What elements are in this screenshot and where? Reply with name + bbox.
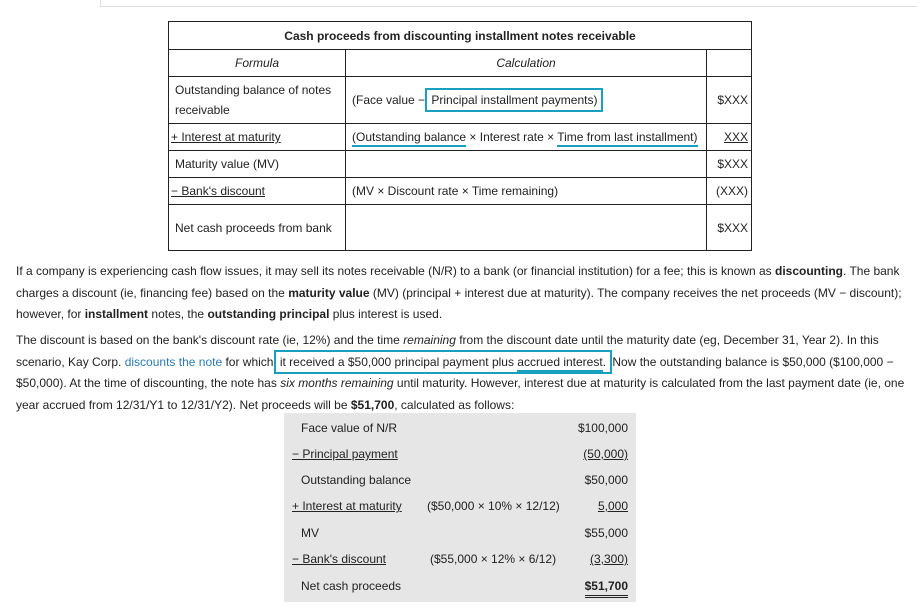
formula-cell: Net cash proceeds from bank — [169, 205, 346, 251]
text: . The bank charges a discount (ie, financing fee) based on the — [16, 264, 900, 300]
divider — [100, 6, 917, 7]
table-row — [169, 124, 752, 151]
table-row — [169, 205, 752, 251]
paragraph-scenario — [16, 330, 906, 416]
italic-term: remaining — [403, 333, 456, 347]
text: notes, the — [148, 307, 208, 321]
calc-label: Net cash proceeds — [301, 579, 402, 593]
text: , calculated as follows: — [394, 397, 515, 412]
text: (MV) (principal + interest due at maturity). The company receives the net proceeds (MV − discount); however, for — [16, 285, 902, 321]
calc-detail: ($55,000 × 12% × 6/12) — [430, 552, 557, 566]
calc-label: MV — [301, 526, 319, 540]
italic-term: six months remaining — [280, 376, 394, 390]
table-row — [169, 77, 752, 124]
header-formula: Formula — [169, 50, 346, 77]
amount-cell: (XXX) — [707, 178, 752, 205]
bold-term: discounting — [775, 264, 843, 278]
calc-row — [284, 546, 636, 572]
text: If a company is experiencing cash flow issues, it may sell its notes receivable (N/R) to a bank (or financial institution) for a fee; this is known as — [16, 264, 775, 278]
calculation-cell — [346, 77, 707, 124]
table-row — [169, 178, 752, 205]
header-calculation: Calculation — [346, 50, 707, 77]
text: . — [602, 354, 607, 369]
paragraph-discounting — [16, 261, 906, 326]
text: for which — [222, 354, 277, 369]
formula-cell: + Interest at maturity — [171, 130, 281, 144]
bold-term: maturity value — [288, 285, 370, 300]
calc-value: $50,000 — [584, 473, 628, 487]
highlight-box: Principal installment payments) — [428, 91, 600, 109]
calc-label: Face value of N/R — [301, 421, 398, 435]
calc-label: Outstanding balance — [301, 473, 412, 487]
highlight-underline: Time from last installment) — [557, 130, 697, 147]
calc-total-value: $51,700 — [585, 577, 628, 598]
calc-label: + Interest at maturity — [292, 499, 402, 513]
text: it received a $50,000 principal payment plus — [279, 354, 518, 369]
text: until maturity. However, interest due at maturity is calculated from the last payment date (ie, one year accrued from 12/31/Y1 to 12/31/Y2). Net proceeds will be — [16, 376, 905, 412]
calc-value: $55,000 — [584, 526, 628, 540]
discounts-the-note-link[interactable]: discounts the note — [124, 354, 223, 369]
calculation-cell — [346, 151, 707, 178]
amount-cell: $XXX — [707, 77, 752, 124]
table-title: Cash proceeds from discounting installment notes receivable — [169, 22, 752, 50]
bold-term: outstanding principal — [207, 307, 330, 321]
calc-text: (Face value − — [352, 93, 429, 107]
calculation-cell — [346, 124, 707, 151]
text: plus interest is used. — [329, 307, 443, 321]
calc-row — [284, 467, 636, 493]
formula-table — [168, 21, 752, 251]
amount-cell: XXX — [723, 130, 748, 144]
calc-row — [284, 441, 636, 467]
highlight-box — [277, 353, 609, 371]
calc-row — [284, 493, 636, 519]
highlight-underline: accrued interest — [517, 355, 602, 372]
formula-cell: Maturity value (MV) — [169, 151, 346, 178]
formula-cell: Outstanding balance of notes receivable — [169, 77, 346, 124]
calc-detail: ($50,000 × 10% × 12/12) — [427, 499, 560, 513]
bold-term: installment — [84, 307, 149, 321]
table-row — [169, 151, 752, 178]
header-amount — [707, 50, 752, 77]
calculation-cell: (MV × Discount rate × Time remaining) — [346, 178, 707, 205]
amount-cell: $XXX — [707, 205, 752, 251]
calc-value: (50,000) — [583, 447, 628, 461]
bold-term: $51,700 — [350, 397, 395, 412]
calculation-box — [284, 413, 636, 602]
calc-text: × Interest rate × — [466, 130, 558, 144]
calc-label: − Principal payment — [292, 447, 398, 461]
text: The discount is based on the bank's discount rate (ie, 12%) and the time — [16, 333, 404, 347]
calc-row — [284, 573, 636, 599]
calc-value: 5,000 — [597, 499, 628, 513]
highlight-underline: (Outstanding balance — [352, 130, 466, 147]
calc-value: (3,300) — [589, 552, 628, 566]
calc-value: $100,000 — [577, 421, 628, 435]
formula-cell: − Bank's discount — [171, 184, 266, 198]
amount-cell: $XXX — [707, 151, 752, 178]
calc-row — [284, 520, 636, 546]
text: Now the outstanding balance is $50,000 ($100,000 − $50,000). At the time of discounting, the note has — [16, 354, 894, 390]
calc-row — [284, 415, 636, 441]
calc-label: − Bank's discount — [292, 552, 387, 566]
text: from the discount date until the maturity date (eg, December 31, Year 2). In this scenario, Kay Corp. — [16, 333, 879, 369]
calculation-cell — [346, 205, 707, 251]
